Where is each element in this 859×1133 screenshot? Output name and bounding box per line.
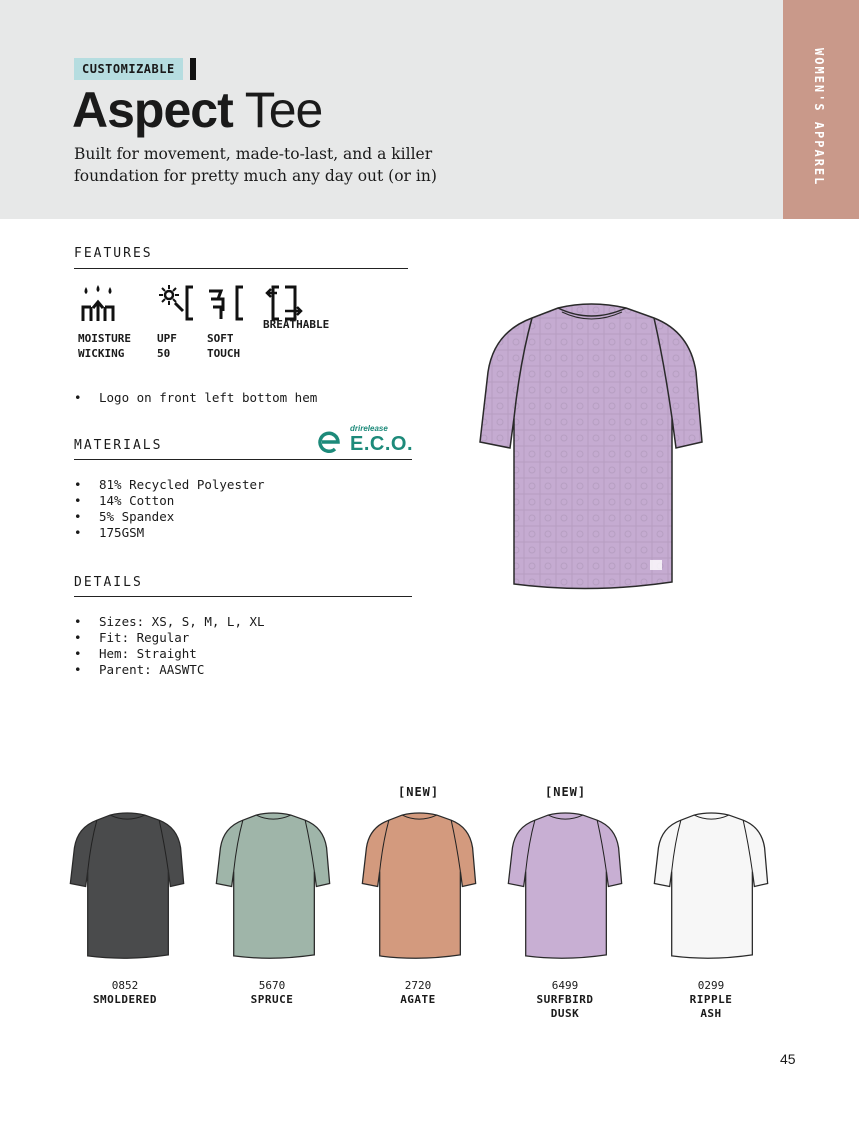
details-list bbox=[74, 614, 265, 678]
product-title-bold: Aspect bbox=[72, 82, 233, 138]
materials-list bbox=[74, 477, 265, 541]
hero-tee-image bbox=[476, 302, 706, 592]
colorway-swatch-surfbird-dusk bbox=[500, 812, 630, 960]
badge-accent-bar bbox=[190, 58, 196, 80]
feature-label: 50 bbox=[157, 347, 171, 360]
colorway-name: RIPPLE bbox=[689, 993, 733, 1006]
colorway-caption bbox=[212, 979, 332, 1007]
moisture-wicking-icon bbox=[78, 283, 118, 323]
colorway-swatch-agate bbox=[354, 812, 484, 960]
colorway-swatch-spruce bbox=[208, 812, 338, 960]
eco-logo-small: drirelease bbox=[350, 424, 388, 433]
colorway-caption bbox=[651, 979, 771, 1021]
feature-label: WICKING bbox=[78, 347, 125, 360]
feature-label: BREATHABLE bbox=[263, 318, 330, 331]
colorway-name: SMOLDERED bbox=[92, 993, 158, 1006]
colorway-caption bbox=[358, 979, 478, 1007]
feature-breathable bbox=[263, 283, 353, 332]
colorway-swatch-smoldered bbox=[62, 812, 192, 960]
eco-e-icon bbox=[316, 428, 344, 456]
features-rule bbox=[74, 268, 408, 269]
product-subtitle: Built for movement, made-to-last, and a killer foundation for pretty much any day out (or in) bbox=[74, 145, 437, 185]
details-rule bbox=[74, 596, 412, 597]
section-label: WOMEN'S APPAREL bbox=[812, 48, 826, 187]
list-item: • Sizes: XS, S, M, L, XL bbox=[74, 614, 265, 630]
feature-label: TOUCH bbox=[207, 347, 241, 360]
materials-heading: MATERIALS bbox=[74, 438, 163, 453]
colorway-caption bbox=[65, 979, 185, 1007]
materials-rule bbox=[74, 459, 412, 460]
colorway-name-line2: DUSK bbox=[550, 1007, 580, 1020]
colorway-code: 5670 bbox=[258, 979, 286, 992]
upf-sun-icon bbox=[157, 283, 197, 323]
colorway-name: AGATE bbox=[400, 993, 436, 1006]
new-tag: [NEW] bbox=[545, 785, 587, 799]
colorway-code: 2720 bbox=[404, 979, 432, 992]
colorway-name: SURFBIRD bbox=[536, 993, 594, 1006]
product-title bbox=[72, 80, 322, 140]
details-heading: DETAILS bbox=[74, 575, 143, 590]
soft-touch-icon bbox=[207, 283, 247, 323]
features-heading: FEATURES bbox=[74, 246, 153, 261]
feature-moisture-wicking bbox=[78, 283, 148, 361]
new-tag: [NEW] bbox=[398, 785, 440, 799]
features-list bbox=[74, 390, 317, 406]
list-item: • Fit: Regular bbox=[74, 630, 265, 646]
colorway-code: 0299 bbox=[697, 979, 725, 992]
customizable-badge: CUSTOMIZABLE bbox=[74, 58, 183, 80]
colorway-caption bbox=[505, 979, 625, 1021]
colorway-name-line2: ASH bbox=[700, 1007, 722, 1020]
page-number: 45 bbox=[780, 1051, 796, 1067]
list-item: • 81% Recycled Polyester bbox=[74, 477, 265, 493]
eco-logo-big: E.C.O. bbox=[350, 433, 414, 455]
colorway-swatch-ripple-ash bbox=[646, 812, 776, 960]
colorway-name: SPRUCE bbox=[250, 993, 294, 1006]
product-title-light: Tee bbox=[244, 82, 323, 138]
list-item: • 14% Cotton bbox=[74, 493, 265, 509]
colorway-code: 0852 bbox=[111, 979, 139, 992]
list-item: • 5% Spandex bbox=[74, 509, 265, 525]
colorway-code: 6499 bbox=[551, 979, 579, 992]
list-item: • Logo on front left bottom hem bbox=[74, 390, 317, 406]
feature-label: SOFT bbox=[207, 332, 234, 345]
feature-label: MOISTURE bbox=[78, 332, 131, 345]
list-item: • Parent: AASWTC bbox=[74, 662, 265, 678]
list-item: • 175GSM bbox=[74, 525, 265, 541]
feature-label: UPF bbox=[157, 332, 177, 345]
drirelease-eco-logo bbox=[316, 424, 412, 458]
list-item: • Hem: Straight bbox=[74, 646, 265, 662]
